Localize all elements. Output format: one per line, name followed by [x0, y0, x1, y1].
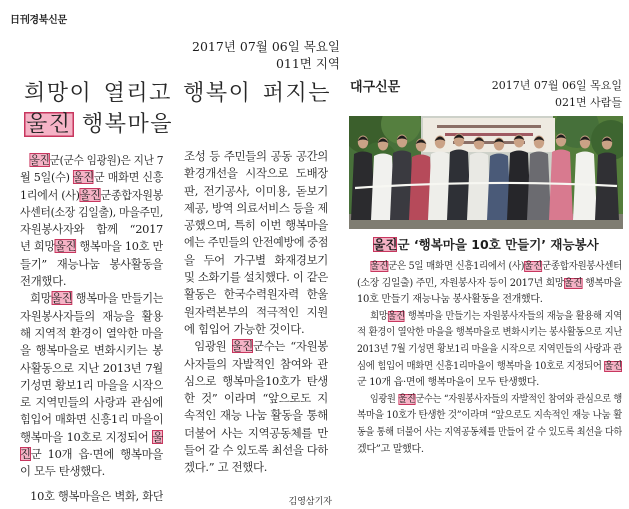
text-run: 속적인 재능 나눔 활동을 통해 — [184, 408, 328, 423]
highlighted-keyword: 진 — [20, 447, 31, 462]
text-run: 임광원 — [369, 393, 399, 405]
paragraph — [20, 152, 163, 290]
text-run: 군은 5일 매화면 신흥1리에서 (사) — [388, 261, 525, 272]
paragraph — [357, 392, 622, 458]
highlighted-keyword: 울진 — [79, 187, 101, 202]
text-line — [184, 165, 328, 182]
text-run: 월 5일(수) — [20, 170, 73, 185]
text-line — [20, 273, 163, 290]
text-line — [184, 407, 328, 424]
text-run: 사활동으로 지난 2013년 7월 — [20, 360, 163, 375]
text-run: 심으로 행복마을10호가 탄생 — [184, 373, 328, 388]
text-line — [184, 304, 328, 321]
text-line — [184, 373, 328, 390]
text-run: 행복마을 — [582, 277, 622, 289]
text-run: 판, 전기공사, 이미용, 돋보기 — [184, 183, 328, 198]
article-headline — [24, 78, 331, 140]
highlighted-keyword: 울진 — [51, 291, 73, 306]
text-run: 희망이 열리고 행복이 퍼지는 — [24, 81, 331, 106]
text-line — [357, 325, 622, 342]
text-line — [20, 446, 163, 463]
text-run: 을 두어 가구별 화재경보기 — [184, 252, 328, 267]
text-line — [20, 169, 163, 186]
text-run: 겠다”고 말했다. — [357, 443, 424, 455]
text-run: 임광원 — [194, 339, 232, 354]
text-run: 희망 — [370, 310, 388, 322]
newspaper-masthead: 日刊경북신문 — [10, 15, 67, 26]
text-line — [20, 411, 163, 428]
text-run: 에는 주민들의 안전예방에 중점 — [184, 235, 328, 250]
publication-date: 2017년 07월 06일 목요일 — [192, 39, 340, 54]
text-line — [20, 325, 163, 342]
text-line — [20, 204, 163, 221]
text-run: 군 10개 읍·면에 행복마을 — [30, 447, 163, 462]
text-run: 군(군수 임광원)은 지난 7 — [49, 153, 163, 167]
text-run: 사자들의 자발적인 참여와 관 — [184, 356, 328, 371]
highlighted-keyword: 울진 — [231, 339, 254, 354]
text-line — [357, 309, 622, 326]
text-run: 전개했다. — [20, 274, 67, 289]
headline-line — [24, 78, 331, 109]
text-run: (소장 김일출) 주민, 자원봉사자 등이 2017년 희망 — [357, 277, 565, 289]
paragraph — [357, 259, 622, 309]
text-run: 복마을 10호가 탄생한 것”이라며 “앞으로도 지속적인 재능 나눔 활 — [357, 410, 622, 422]
article-photo — [349, 116, 623, 229]
highlighted-keyword: 울진 — [370, 261, 389, 272]
text-line — [357, 408, 622, 425]
text-run: 조성 등 주민들의 공동 공간의 — [184, 149, 328, 163]
text-run: 행복마을 만들기는 자원봉사자들의 재능을 활용해 지역 — [405, 310, 622, 322]
text-line — [357, 292, 622, 309]
paragraph — [20, 290, 163, 480]
text-run: 더불어 사는 지역공동체를 만 — [184, 425, 328, 440]
article-column-1 — [20, 152, 163, 507]
highlighted-keyword: 울진 — [54, 239, 77, 254]
text-line — [184, 442, 328, 459]
text-run: 자원봉사자들의 재능을 활용 — [20, 308, 163, 323]
highlighted-keyword: 울진 — [373, 237, 398, 252]
text-run: 기성면 황보1리 마을을 시작으 — [20, 377, 163, 392]
headline-line — [24, 109, 331, 140]
newspaper-masthead: 대구신문 — [350, 80, 401, 95]
text-line — [184, 356, 328, 373]
text-run: 원자력본부의 적극적인 지원 — [184, 304, 328, 319]
text-run: 군수는 “자원봉 — [253, 339, 328, 354]
text-run: 로 지역민들의 사랑과 관심에 — [20, 395, 163, 410]
text-line — [20, 488, 163, 505]
page-section: 021면 사람들 — [555, 96, 622, 109]
text-line — [184, 425, 328, 442]
text-run: 겠다.” 고 전했다. — [184, 460, 268, 475]
highlighted-keyword: 울 — [152, 429, 163, 444]
text-line — [20, 394, 163, 411]
highlighted-keyword: 울진 — [398, 393, 416, 405]
text-run: 들기” 재능나눔 봉사활동을 — [20, 256, 163, 271]
highlighted-keyword: 울진 — [387, 310, 406, 322]
text-line — [20, 238, 163, 255]
text-run: 들어 갈 수 있도록 최선을 다하 — [184, 443, 328, 458]
text-line — [184, 200, 328, 217]
text-run: 행복마을 10호로 지정되어 — [20, 429, 153, 444]
text-line — [20, 187, 163, 204]
paragraph — [357, 309, 622, 392]
text-run: 1리에서 (사) — [20, 187, 80, 202]
highlighted-keyword: 울진 — [29, 153, 50, 167]
text-run: 및 소화기를 설치했다. 이 같은 — [184, 270, 328, 285]
text-line — [20, 152, 163, 169]
text-line — [184, 286, 328, 303]
article-column-2 — [184, 148, 328, 482]
text-line — [20, 429, 163, 446]
text-line — [20, 360, 163, 377]
highlighted-keyword: 울진 — [524, 261, 542, 272]
text-run: 군수는 “자원봉사자들의 자발적인 참여와 관심으로 행 — [415, 393, 622, 405]
text-line — [357, 425, 622, 442]
text-line — [357, 276, 622, 293]
text-line — [184, 234, 328, 251]
photo-caption — [349, 235, 623, 253]
text-line — [184, 252, 328, 269]
text-run: 행복마을 — [73, 112, 174, 137]
text-line — [357, 375, 622, 392]
text-line — [20, 256, 163, 273]
ribbon-cutting-photo — [349, 116, 623, 229]
reporter-byline: 김영삼기자 — [288, 497, 332, 507]
text-line — [184, 321, 328, 338]
text-line — [184, 269, 328, 286]
highlighted-keyword: 울진 — [26, 112, 72, 137]
text-line — [184, 217, 328, 234]
text-line — [184, 338, 328, 355]
text-run: 행복마을 만들기는 — [72, 291, 163, 306]
highlighted-keyword: 울진 — [604, 360, 622, 372]
text-line — [357, 392, 622, 409]
text-run: 2013년 7월 기성면 황보1리 마을을 시작으로 지역민들의 사랑과 관 — [357, 343, 622, 355]
paragraph — [184, 148, 328, 338]
text-run: 에 힘입어 가능한 것이다. — [184, 321, 305, 336]
text-line — [357, 342, 622, 359]
text-run: 년 희망 — [20, 239, 55, 254]
text-run: 10호 행복마을은 벽화, 화단 — [30, 488, 163, 503]
text-run: 이 모두 탄생했다. — [20, 464, 105, 479]
text-run: 희망 — [30, 291, 52, 306]
text-run: 심에 힘입어 매화면 신흥1리마을이 행복마을 10호로 지정되어 — [357, 360, 605, 372]
text-line — [20, 342, 163, 359]
text-run: 제공, 방역 의료서비스 등을 제 — [184, 200, 328, 215]
publication-date: 2017년 07월 06일 목요일 — [491, 79, 622, 92]
text-run: 해 지역적 환경이 열악한 마을 — [20, 325, 163, 340]
text-line — [20, 308, 163, 325]
text-run: 한 것” 이라며 “앞으로도 지 — [184, 391, 328, 406]
text-line — [20, 290, 163, 307]
text-line — [357, 259, 622, 276]
paragraph — [184, 338, 328, 476]
text-run: 사센터(소장 김일출), 마을주민, — [20, 204, 163, 219]
text-line — [20, 463, 163, 480]
text-run: 자원봉사자와 함께 “2017 — [20, 222, 163, 237]
text-run: 환경개선을 시작으로 도배장 — [184, 166, 328, 181]
text-run: 적 환경이 열악한 마을을 행복마을로 변화시키는 봉사활동으로 지난 — [357, 327, 622, 339]
text-line — [184, 148, 328, 165]
highlighted-keyword: 울진 — [564, 277, 583, 289]
text-run: 군종합자원봉사센터 — [541, 261, 622, 272]
text-run: 군 10개 읍·면에 행복마을이 모두 탄생했다. — [357, 377, 540, 389]
text-line — [20, 221, 163, 238]
text-line — [20, 377, 163, 394]
text-run: 공했으며, 특히 이번 행복마을 — [184, 218, 328, 233]
text-run: 힘입어 매화면 신흥1리 마을이 — [20, 412, 163, 427]
text-run: 행복마을 10호 만 — [76, 239, 163, 254]
article-body — [357, 259, 622, 461]
text-run: 을 행복마을로 변화시키는 봉 — [20, 343, 163, 358]
paragraph — [20, 488, 163, 505]
text-run: 군 ‘행복마을 10호 만들기’ 재능봉사 — [397, 237, 599, 252]
page-section: 011면 지역 — [275, 56, 340, 71]
text-line — [184, 390, 328, 407]
text-line — [357, 359, 622, 376]
text-line — [184, 183, 328, 200]
text-run: 군종합자원봉 — [100, 187, 163, 202]
text-line — [357, 442, 622, 459]
highlighted-keyword: 울진 — [72, 170, 94, 185]
text-run: 동을 통해 더불어 사는 지역공동체를 만들어 갈 수 있도록 최선을 다하 — [357, 426, 622, 438]
text-run: 10호 만들기 재능나눔 봉사활동을 전개했다. — [357, 294, 543, 306]
text-line — [184, 459, 328, 476]
text-run: 활동은 한국수력원자력 한울 — [184, 287, 328, 302]
text-run: 군 매화면 신흥 — [93, 170, 163, 185]
